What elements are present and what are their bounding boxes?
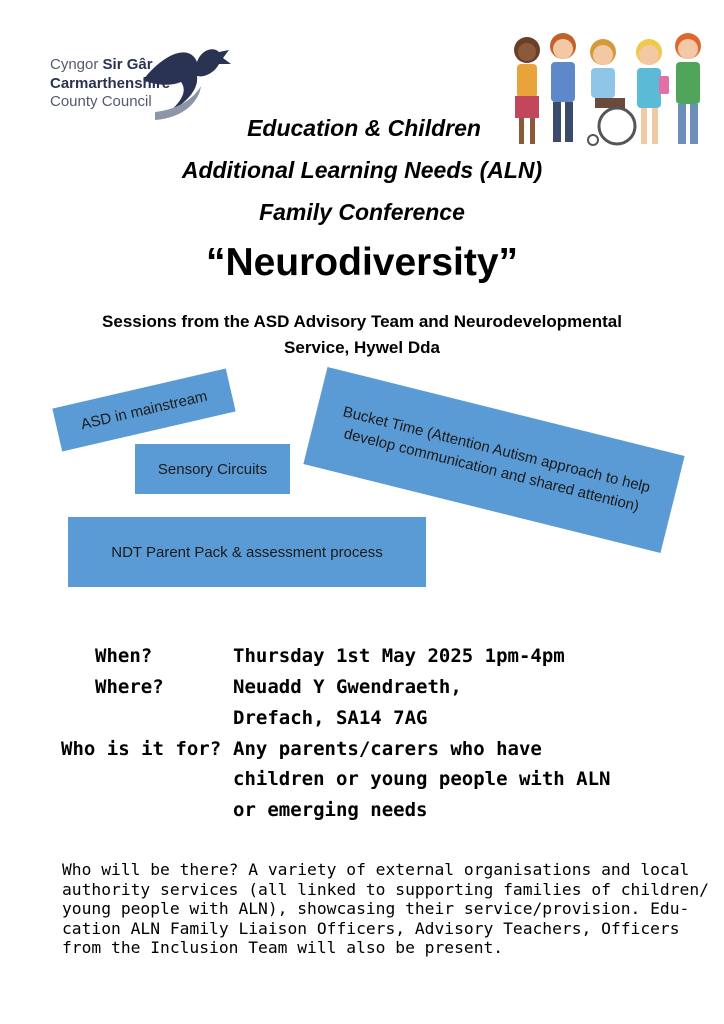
sessions-line-1: Sessions from the ASD Advisory Team and Neurodevelopmental (102, 312, 622, 331)
who-value-line-3: or emerging needs (233, 799, 428, 821)
council-logo (40, 42, 240, 122)
when-value: Thursday 1st May 2025 1pm-4pm (233, 645, 565, 667)
page-title: “Neurodiversity” (205, 241, 519, 284)
where-value-line-2: Drefach, SA14 7AG (233, 707, 428, 729)
logo-line-3: County Council (50, 93, 152, 110)
session-box-asd: ASD in mainstream (52, 369, 235, 452)
session-box-bucket-time: Bucket Time (Attention Autism approach to help develop communication and shared attention) (303, 367, 684, 553)
heading-education-children: Education & Children (247, 115, 481, 141)
session-box-ndt: NDT Parent Pack & assessment process (68, 517, 426, 587)
heading-family-conference: Family Conference (259, 199, 465, 225)
heading-aln: Additional Learning Needs (ALN) (181, 157, 543, 183)
session-box-sensory: Sensory Circuits (135, 444, 290, 494)
where-value-line-1: Neuadd Y Gwendraeth, (233, 676, 462, 698)
footer-line-3: young people with ALN), showcasing their service/provision. Edu- (62, 899, 690, 918)
footer-line-2: authority services (all linked to supporting families of children/ (62, 879, 709, 899)
sessions-subtitle (40, 309, 684, 361)
who-label: Who is it for? (61, 738, 222, 760)
who-will-be-there-paragraph (62, 860, 709, 958)
logo-line-2: Carmarthenshire (50, 75, 171, 92)
logo-line-1: Cyngor Sir Gâr (50, 56, 153, 73)
who-value-line-2: children or young people with ALN (233, 768, 611, 790)
footer-line-1: Who will be there? A variety of external organisations and local (62, 860, 690, 879)
footer-line-4: cation ALN Family Liaison Officers, Advisory Teachers, Officers (62, 918, 680, 938)
footer-line-5: from the Inclusion Team will also be present. (62, 938, 504, 957)
where-label: Where? (95, 676, 164, 698)
who-value-line-1: Any parents/carers who have (233, 738, 542, 760)
when-label: When? (95, 645, 153, 667)
sessions-line-2: Service, Hywel Dda (284, 338, 440, 357)
